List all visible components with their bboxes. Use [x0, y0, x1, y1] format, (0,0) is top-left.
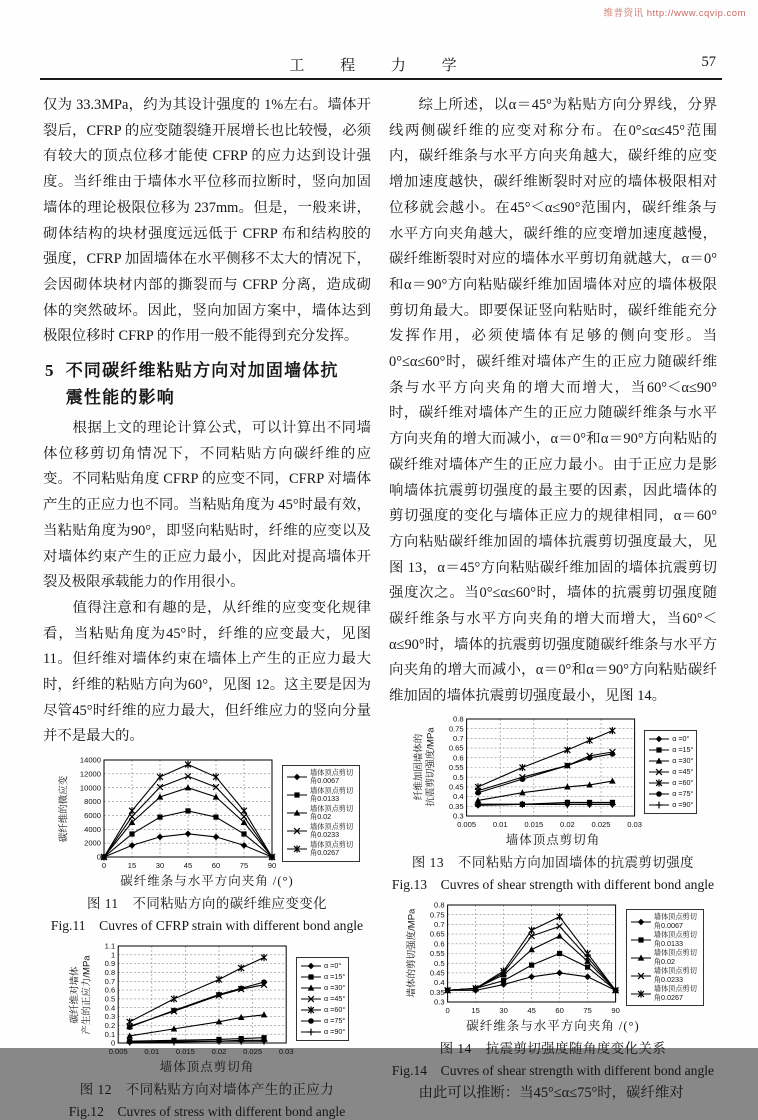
svg-text:0.5: 0.5 — [434, 958, 445, 968]
svg-text:0.3: 0.3 — [434, 997, 445, 1007]
svg-text:0.55: 0.55 — [448, 762, 464, 772]
svg-text:0.02: 0.02 — [559, 819, 575, 829]
legend-label: α =90° — [672, 799, 694, 809]
chart-area — [43, 941, 371, 1057]
paragraph: 值得注意和有趣的是，从纤维的应变变化规律看，当粘贴角度为45°时，纤维的应变最大，见图 11。但纤维对墙体约束在墙体上产生的正应力最大时，纤维的粘贴方向为60°，见图 12。这主要是因为尽管45°时纤维的应力最大，但纤维应力的竖向分量并不是最大的。 — [43, 599, 371, 745]
x-marker-icon — [286, 826, 308, 836]
figure-12 — [43, 941, 371, 1120]
legend-label: α =30° — [323, 982, 346, 992]
square-marker-icon — [286, 790, 308, 800]
svg-text:0.8: 0.8 — [452, 714, 464, 724]
svg-text:0.005: 0.005 — [456, 819, 476, 829]
chart-area — [389, 714, 717, 830]
legend-item — [286, 841, 356, 858]
asterisk-marker-icon — [630, 989, 652, 999]
legend-item — [648, 800, 693, 810]
legend-label: α =15° — [323, 971, 346, 981]
x-axis-label: 墙体顶点剪切角 — [505, 832, 601, 847]
square-marker-icon — [300, 972, 322, 982]
legend-label: α =30° — [672, 755, 694, 765]
figure-caption-en: Fig.12 Cuvres of stress with different bond angle — [68, 1104, 346, 1120]
legend-label: α =60° — [323, 1004, 346, 1014]
right-column — [389, 93, 717, 1107]
legend-label: 墙体顶点剪切角0.0233 — [653, 966, 697, 984]
asterisk-marker-icon — [300, 1005, 322, 1015]
legend-label: 墙体顶点剪切角0.0233 — [310, 821, 354, 840]
legend-item — [630, 931, 700, 948]
svg-text:0.45: 0.45 — [430, 968, 445, 978]
svg-text:0.005: 0.005 — [108, 1047, 128, 1057]
watermark-text: 维普资讯 http://www.cqvip.com — [603, 8, 746, 19]
svg-text:0.01: 0.01 — [492, 819, 508, 829]
svg-text:60: 60 — [555, 1005, 565, 1015]
chart-legend — [644, 730, 697, 814]
legend-item — [286, 769, 356, 786]
legend-label: 墙体顶点剪切角0.0133 — [310, 785, 354, 804]
chart-legend — [626, 909, 704, 1006]
section-number: 5 — [45, 361, 55, 381]
triangle-marker-icon — [648, 756, 670, 766]
svg-text:0.8: 0.8 — [434, 900, 445, 910]
svg-text:4000: 4000 — [84, 825, 101, 835]
svg-text:0.03: 0.03 — [278, 1047, 294, 1057]
square-marker-icon — [648, 745, 670, 755]
svg-text:0.02: 0.02 — [211, 1047, 227, 1057]
svg-text:0.3: 0.3 — [452, 811, 464, 821]
legend-label: α =75° — [323, 1015, 346, 1025]
left-column — [43, 93, 371, 1120]
paragraph: 根据上文的理论计算公式，可以计算出不同墙体位移剪切角情况下，不同粘贴方向碳纤维的应变。不同粘贴角度 CFRP 的应变不同，CFRP 对墙体产生的正应力也不同。当粘贴角度为 45°时最有效，当粘贴角度为90°，即竖向粘贴时，纤维的应变以及对墙体约束产生的正应力最小，因此对提高墙体开裂及极限承载能力的作用很小。 — [43, 420, 371, 591]
legend-label: 墙体顶点剪切角0.0267 — [310, 839, 354, 858]
svg-text:0.8: 0.8 — [104, 968, 115, 978]
svg-text:2000: 2000 — [84, 838, 101, 848]
legend-label: 墙体顶点剪切角0.0267 — [653, 984, 697, 1002]
legend-item — [630, 949, 700, 966]
svg-text:45: 45 — [527, 1005, 537, 1015]
svg-text:0.5: 0.5 — [104, 994, 115, 1004]
legend-item — [630, 967, 700, 984]
svg-text:12000: 12000 — [79, 769, 101, 779]
svg-text:0: 0 — [96, 852, 101, 862]
chart-plot — [422, 900, 622, 1016]
x-marker-icon — [648, 767, 670, 777]
svg-text:0.4: 0.4 — [452, 792, 464, 802]
y-axis-label: 墙体的剪切强度/MPa — [406, 908, 418, 998]
legend-item — [648, 756, 693, 766]
chart-plot — [97, 941, 292, 1057]
figure-caption-cn: 图 11 不同粘贴方向的碳纤维应变变化 — [87, 896, 327, 912]
legend-label: α =75° — [672, 788, 694, 798]
svg-text:15: 15 — [127, 861, 137, 871]
svg-text:0.6: 0.6 — [434, 939, 445, 949]
figure-caption-cn: 图 14 抗震剪切强度随角度变化关系 — [439, 1040, 667, 1056]
circle-marker-icon — [300, 1016, 322, 1026]
svg-text:0.2: 0.2 — [104, 1021, 115, 1031]
svg-text:90: 90 — [611, 1005, 621, 1015]
legend-label: α =45° — [323, 993, 346, 1003]
legend-label: α =45° — [672, 766, 694, 776]
x-marker-icon — [630, 971, 652, 981]
svg-text:0.025: 0.025 — [591, 819, 611, 829]
figure-caption-cn: 图 12 不同粘贴方向对墙体产生的正应力 — [79, 1082, 335, 1098]
y-axis-label: 碳纤维对墙体 产生的正应力/MPa — [69, 954, 92, 1035]
legend-item — [648, 778, 693, 788]
svg-text:0: 0 — [101, 861, 107, 871]
diamond-marker-icon — [300, 961, 322, 971]
y-axis-label: 碳纤维的微应变 — [58, 775, 70, 842]
legend-label: α =0° — [672, 733, 690, 743]
svg-text:75: 75 — [583, 1005, 593, 1015]
svg-text:0: 0 — [445, 1005, 450, 1015]
section-heading — [45, 357, 371, 411]
circle-marker-icon — [648, 789, 670, 799]
paragraph: 仅为 33.3MPa，约为其设计强度的 1%左右。墙体开裂后，CFRP 的应变随裂缝开展增长也比较慢，必须有较大的顶点位移才能使 CFRP 的应力达到设计强度。当纤维由于墙体水平位移而拉断时，竖向加固墙体的理论极限位移为 237mm。但是，一般来讲，砌体结构的块材强度远远低于 CFRP 布和结构胶的强度，CFRP 加固墙体在水平侧移不太大的情况下，会因砌体块材内部的撕裂而与 CFRP 分离，造成砌体的突然破坏。因此，竖向加固方案中，墙体达到极限位移时 CFRP 的作用一般不能得到充分发挥。 — [43, 97, 371, 345]
svg-text:0.75: 0.75 — [448, 724, 464, 734]
svg-text:0.65: 0.65 — [430, 929, 445, 939]
svg-text:0.35: 0.35 — [448, 801, 464, 811]
diamond-marker-icon — [630, 917, 652, 927]
chart-area — [43, 755, 371, 871]
x-marker-icon — [300, 994, 322, 1004]
diamond-marker-icon — [648, 734, 670, 744]
legend-item — [648, 734, 693, 744]
diamond-marker-icon — [286, 772, 308, 782]
svg-text:10000: 10000 — [79, 783, 101, 793]
chart-legend — [282, 765, 360, 862]
svg-text:30: 30 — [499, 1005, 509, 1015]
legend-label: α =0° — [323, 960, 342, 970]
svg-text:0.4: 0.4 — [104, 1003, 115, 1013]
figure-caption-en: Fig.13 Cuvres of shear strength with different bond angle — [391, 876, 715, 892]
svg-text:0.35: 0.35 — [430, 987, 445, 997]
journal-title: 工 程 力 学 — [289, 58, 473, 74]
svg-text:0.03: 0.03 — [626, 819, 642, 829]
svg-text:90: 90 — [267, 861, 277, 871]
triangle-marker-icon — [286, 808, 308, 818]
x-axis-label: 墙体顶点剪切角 — [159, 1060, 255, 1075]
figure-caption-en: Fig.14 Cuvres of shear strength with different bond angle — [391, 1062, 715, 1078]
legend-label: α =60° — [672, 777, 694, 787]
legend-label: 墙体顶点剪切角0.0133 — [653, 930, 697, 948]
paragraph: 综上所述，以α＝45°为粘贴方向分界线，分界线两侧碳纤维的应变对称分布。在0°≤α≤45°范围内，碳纤维条与水平方向夹角越大，碳纤维的应变增加速度越快，碳纤维断裂时对应的墙体极限相对位移就会越小。在45°＜α≤90°范围内，碳纤维条与水平方向夹角越大，碳纤维的应变增加速度越慢，碳纤维断裂时对应的墙体水平剪切角就越大，α＝0°和α＝90°方向粘贴碳纤维加固墙体对应的墙体极限剪切角最大。即要保证竖向粘贴时，碳纤维能充分发挥作用，必须使墙体有足够的侧向变形。当0°≤α≤60°时，碳纤维对墙体产生的正应力随碳纤维条与水平方向夹角的增大而增大，当60°＜α≤90°时，碳纤维对墙体产生的正应力随碳纤维条与水平方向夹角的增大而减小，α＝0°和α＝90°方向粘贴的碳纤维对墙体产生的正应力最小。由于正应力是影响墙体抗震剪切强度的最主要的因素，因此墙体的剪切强度的变化与墙体正应力的规律相同，α＝60°方向粘贴碳纤维加固的墙体抗震剪切强度最大，见图 13，α＝45°方向粘贴碳纤维加固的墙体抗震剪切强度次之。当0°≤α≤60°时，墙体的抗震剪切强度随碳纤维条与水平方向夹角的增大而增大，当60°＜α≤90°时，墙体的抗震剪切强度随碳纤维条与水平方向夹角的增大而减小，α＝0°和α＝90°方向粘贴碳纤维加固的墙体抗震剪切强度最小，见图 14。 — [389, 97, 717, 705]
legend-item — [300, 972, 345, 982]
plus-marker-icon — [300, 1027, 322, 1037]
svg-text:0.6: 0.6 — [104, 985, 115, 995]
legend-item — [286, 823, 356, 840]
svg-text:0.015: 0.015 — [523, 819, 543, 829]
chart-plot — [74, 755, 278, 871]
legend-label: 墙体顶点剪切角0.0067 — [310, 767, 354, 786]
chart-area — [389, 900, 717, 1016]
page-header — [44, 54, 718, 80]
figure-11 — [43, 755, 371, 934]
svg-text:0.7: 0.7 — [104, 977, 115, 987]
header-rule — [40, 78, 722, 80]
svg-text:6000: 6000 — [84, 811, 101, 821]
legend-label: 墙体顶点剪切角0.02 — [310, 803, 354, 822]
svg-text:0.015: 0.015 — [175, 1047, 195, 1057]
legend-item — [300, 961, 345, 971]
legend-label: 墙体顶点剪切角0.02 — [653, 948, 697, 966]
figure-13 — [389, 714, 717, 893]
svg-text:0.7: 0.7 — [452, 733, 464, 743]
legend-item — [300, 1016, 345, 1026]
legend-item — [300, 994, 345, 1004]
x-axis-label: 碳纤维条与水平方向夹角 /(°) — [120, 874, 294, 889]
square-marker-icon — [630, 935, 652, 945]
asterisk-marker-icon — [648, 778, 670, 788]
section-title: 不同碳纤维粘贴方向对加固墙体抗震性能的影响 — [65, 361, 339, 408]
svg-text:0.5: 0.5 — [452, 772, 464, 782]
svg-text:0.45: 0.45 — [448, 782, 464, 792]
svg-text:1: 1 — [110, 950, 115, 960]
triangle-marker-icon — [300, 983, 322, 993]
chart-legend — [296, 957, 349, 1041]
svg-text:30: 30 — [155, 861, 165, 871]
plus-marker-icon — [648, 800, 670, 810]
legend-label: 墙体顶点剪切角0.0067 — [653, 912, 697, 930]
svg-text:14000: 14000 — [79, 755, 101, 765]
svg-text:8000: 8000 — [84, 797, 101, 807]
y-axis-label: 纤维加固墙体的 抗震剪切强度/MPa — [413, 727, 436, 807]
svg-text:60: 60 — [211, 861, 221, 871]
legend-item — [648, 745, 693, 755]
svg-text:0.025: 0.025 — [242, 1047, 262, 1057]
svg-text:0.4: 0.4 — [434, 978, 445, 988]
figure-caption-cn: 图 13 不同粘贴方向加固墙体的抗震剪切强度 — [411, 854, 695, 870]
svg-text:15: 15 — [471, 1005, 481, 1015]
legend-item — [630, 913, 700, 930]
legend-item — [648, 789, 693, 799]
svg-text:0.6: 0.6 — [452, 753, 464, 763]
svg-text:0.01: 0.01 — [144, 1047, 159, 1057]
legend-label: α =15° — [672, 744, 694, 754]
svg-text:0.3: 0.3 — [104, 1012, 115, 1022]
legend-item — [300, 1027, 345, 1037]
svg-text:0: 0 — [110, 1038, 115, 1048]
svg-text:0.55: 0.55 — [430, 948, 445, 958]
legend-item — [630, 985, 700, 1002]
legend-item — [286, 787, 356, 804]
x-axis-label: 碳纤维条与水平方向夹角 /(°) — [466, 1018, 640, 1033]
svg-text:1.1: 1.1 — [104, 941, 115, 951]
asterisk-marker-icon — [286, 844, 308, 854]
triangle-marker-icon — [630, 953, 652, 963]
svg-text:0.65: 0.65 — [448, 743, 464, 753]
legend-item — [648, 767, 693, 777]
legend-label: α =90° — [323, 1026, 346, 1036]
legend-item — [300, 1005, 345, 1015]
legend-item — [300, 983, 345, 993]
chart-plot — [441, 714, 641, 830]
figure-14 — [389, 900, 717, 1079]
svg-text:0.1: 0.1 — [104, 1029, 115, 1039]
svg-text:45: 45 — [183, 861, 193, 871]
svg-text:75: 75 — [239, 861, 249, 871]
paragraph: 由此可以推断：当45°≤α≤75°时，碳纤维对 — [418, 1084, 684, 1101]
figure-caption-en: Fig.11 Cuvres of CFRP strain with different bond angle — [50, 918, 364, 934]
svg-text:0.75: 0.75 — [430, 910, 445, 920]
legend-item — [286, 805, 356, 822]
svg-text:0.7: 0.7 — [434, 919, 445, 929]
svg-text:0.9: 0.9 — [104, 959, 115, 969]
page-number: 57 — [701, 54, 716, 70]
